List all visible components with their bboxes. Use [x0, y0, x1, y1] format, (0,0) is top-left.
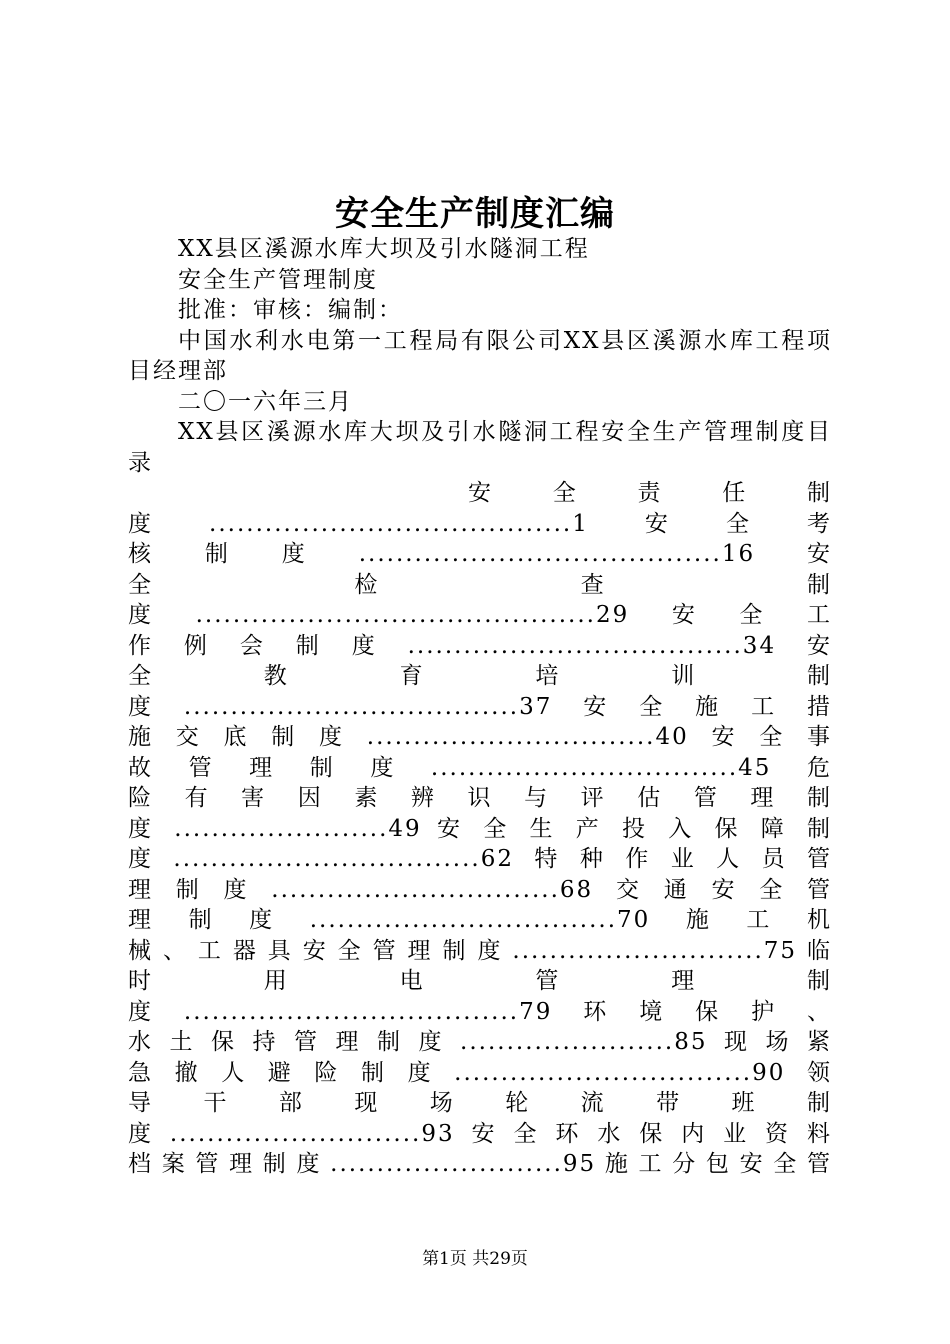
toc-line: 故管理制度.................................45危 [128, 754, 832, 781]
toc-line: 全 检 查 制 [128, 571, 832, 598]
toc-line: 理制度.................................70施工机 [128, 907, 832, 933]
toc-line: 度....................................37安全施工措 [128, 693, 832, 720]
toc-line: 导 干 部 现 场 轮 流 带 班 制 [128, 1090, 832, 1116]
toc-line: 度...........................93安全环水保内业资料 [128, 1120, 832, 1147]
toc-line: 急撤人避险制度................................90领 [128, 1059, 832, 1086]
toc-line: 施交底制度...............................40安全事 [128, 724, 832, 750]
project-name-paragraph: XX县区溪源水库大坝及引水隧洞工程 [178, 236, 590, 262]
toc-line: 度.................................62特种作业人员管 [128, 846, 832, 872]
toc-line: 档案管理制度.........................95施工分包安全管 [128, 1151, 832, 1177]
toc-line: 度.......................................1安全考 [128, 510, 832, 537]
toc-line: 时 用 电 管 理 制 [128, 968, 832, 994]
company-paragraph: 中国水利水电第一工程局有限公司XX县区溪源水库工程项目经理部 [128, 327, 832, 384]
page-number-footer: 第1页 共29页 [422, 1249, 528, 1269]
toc-line: 度 .......................49 安 全 生 产 投 入 保 障 制 [128, 815, 832, 842]
document-body [128, 234, 832, 1180]
date-paragraph: 二〇一六年三月 [178, 388, 353, 415]
toc-line: 作例会制度....................................34安 [128, 632, 832, 659]
toc-line: 度...........................................29安全工 [128, 602, 832, 628]
toc-line: 水土保持管理制度.......................85现场紧 [128, 1029, 832, 1055]
toc-line: 理制度...............................68交通安全管 [128, 876, 832, 903]
table-of-contents [128, 478, 832, 1180]
toc-heading: XX县区溪源水库大坝及引水隧洞工程安全生产管理制度目录 [128, 419, 832, 476]
toc-line: 险 有 害 因 素 辨 识 与 评 估 管 理 制 [128, 785, 832, 811]
approval-line: 批准：审核：编制： [178, 297, 403, 323]
toc-line: 械、工器具安全管理制度...........................75临 [128, 937, 832, 964]
toc-line: 度....................................79环境保护、 [128, 998, 832, 1025]
document-title: 安全生产制度汇编 [335, 194, 615, 234]
toc-line: 安 全 责 任 制 [468, 480, 832, 506]
system-name-paragraph: 安全生产管理制度 [178, 266, 378, 293]
toc-line: 全 教 育 培 训 制 [128, 663, 832, 689]
toc-line: 核制度.......................................16安 [128, 541, 832, 567]
